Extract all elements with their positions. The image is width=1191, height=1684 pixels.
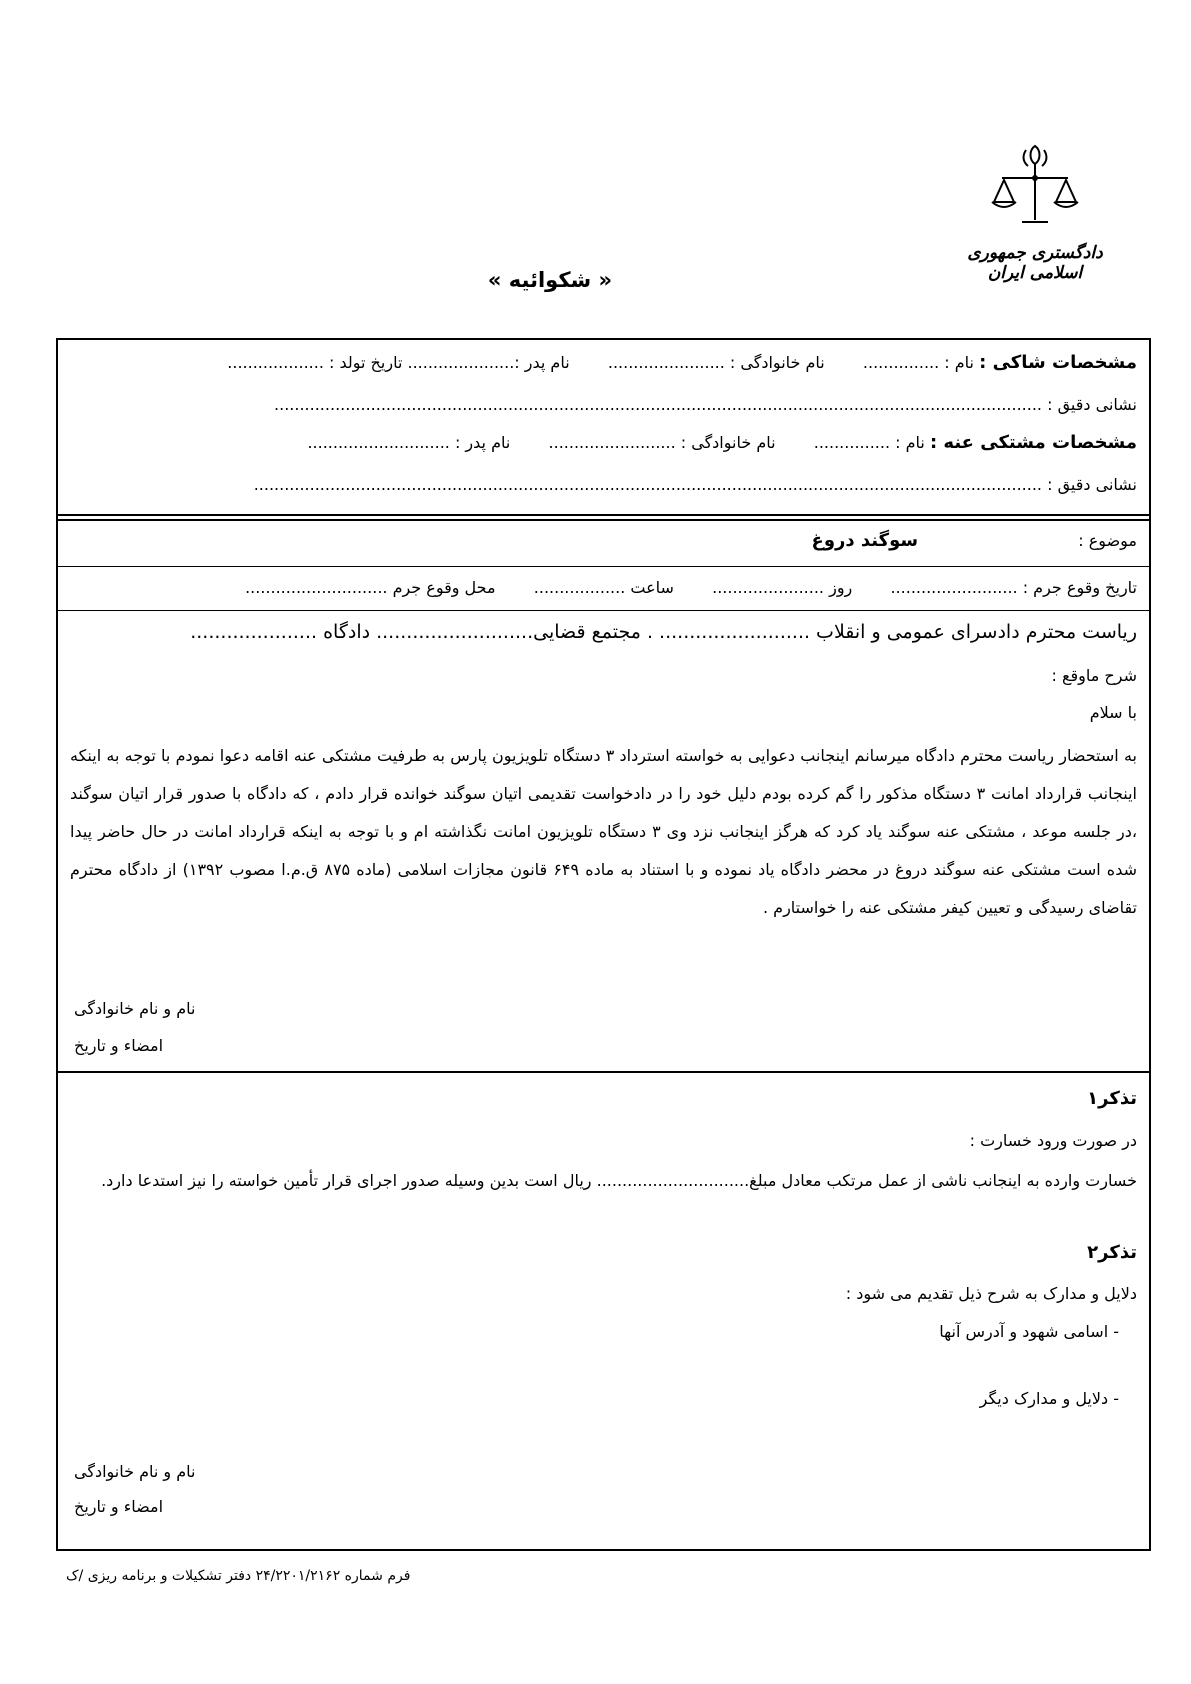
divider xyxy=(58,1071,1149,1073)
note2-title: تذکر۲ xyxy=(1087,1242,1137,1263)
judiciary-emblem xyxy=(960,140,1130,290)
description-text: به استحضار ریاست محترم دادگاه میرسانم اینجانب دعوایی به خواسته استرداد ۳ دستگاه تلویزیون پارس به طرفیت مشتکی عنه اقامه دعوا نمودم با توجه به اینکه اینجانب قرارداد امانت ۳ دستگاه مذکور را گم کرده بودم دلیل خود را در دادخواست تقدیمی اتیان سوگند خوانده قرار دادم ، که دادگاه با صدور قرار اتیان سوگند ،در جلسه موعد ، مشتکی عنه سوگند یاد کرد که هرگز اینجانب نزد وی ۳ دستگاه تلویزیون امانت نگذاشته ام و با توجه به اینکه قرارداد امانت در حال حاضر پیدا شده است مشتکی عنه سوگند دروغ در محضر دادگاه یاد نموده و با استناد به ماده ۶۴۹ قانون مجازات اسلامی (ماده ۸۷۵ ق.م.ا مصوب ۱۳۹۲) از دادگاه محترم تقاضای رسیدگی و تعیین کیفر مشتکی عنه را خواستارم . xyxy=(70,746,1137,917)
description-section xyxy=(58,611,1149,1071)
form-number-footer: فرم شماره ۲۴/۲۲۰۱/۲۱۶۲ دفتر تشکیلات و برنامه ریزی /ک xyxy=(66,1568,411,1584)
evidence-item-other: - دلایل و مدارک دیگر xyxy=(979,1389,1119,1408)
signature-date-label: امضاء و تاریخ xyxy=(74,1497,164,1516)
signature-name-label: نام و نام خانوادگی xyxy=(74,999,196,1018)
complainant-row xyxy=(70,352,1137,373)
complainant-heading: مشخصات شاکی : xyxy=(979,352,1137,373)
note1-title: تذکر۱ xyxy=(1087,1088,1137,1109)
complainant-father-field[interactable]: نام پدر :..................... xyxy=(407,353,570,372)
signature-name-label: نام و نام خانوادگی xyxy=(74,1462,196,1481)
crime-date-field[interactable]: تاریخ وقوع جرم : ......................... xyxy=(890,578,1137,597)
complainant-family-field[interactable]: نام خانوادگی : ....................... xyxy=(607,353,825,372)
crime-place-field[interactable]: محل وقوع جرم ............................ xyxy=(245,578,496,597)
divider xyxy=(58,514,1149,516)
defendant-father-field[interactable]: نام پدر : ............................ xyxy=(307,433,511,452)
complaint-form xyxy=(56,338,1151,1551)
note2-intro: دلایل و مدارک به شرح ذیل تقدیم می شود : xyxy=(845,1284,1137,1303)
emblem-caption: دادگستری جمهوری اسلامی ایران xyxy=(967,243,1103,283)
note1-intro: در صورت ورود خسارت : xyxy=(969,1131,1137,1150)
description-label: شرح ماوقع : xyxy=(1051,666,1137,685)
defendant-family-field[interactable]: نام خانوادگی : ......................... xyxy=(548,433,776,452)
greeting: با سلام xyxy=(1089,703,1137,722)
crime-date-section xyxy=(58,567,1149,609)
crime-day-field[interactable]: روز ...................... xyxy=(712,578,853,597)
complainant-address-field[interactable]: نشانی دقیق : ....................................................................................................................................................... xyxy=(274,395,1137,414)
complainant-name-field[interactable]: نام : ............... xyxy=(862,353,975,372)
complainant-birth-field[interactable]: تاریخ تولد : ................... xyxy=(227,353,403,372)
signature-date-label: امضاء و تاریخ xyxy=(74,1036,164,1055)
subject-value: سوگند دروغ xyxy=(811,530,919,551)
defendant-address-field[interactable]: نشانی دقیق : ........................................................................................................................................................... xyxy=(253,475,1137,494)
defendant-row xyxy=(70,432,1137,453)
scales-of-justice-icon xyxy=(990,140,1080,230)
notes-section xyxy=(58,1074,1149,1551)
addressee-line: ریاست محترم دادسرای عمومی و انقلاب ......................... . مجتمع قضایی.......................... دادگاه ..................... xyxy=(190,621,1137,643)
page-title: « شکوائیه » xyxy=(487,268,613,292)
crime-hour-field[interactable]: ساعت .................. xyxy=(533,578,674,597)
parties-section xyxy=(58,340,1149,515)
defendant-name-field[interactable]: نام : ............... xyxy=(813,433,925,452)
defendant-heading: مشخصات مشتکی عنه : xyxy=(929,432,1137,453)
evidence-item-witnesses: - اسامی شهود و آدرس آنها xyxy=(939,1322,1119,1341)
subject-label: موضوع : xyxy=(1078,531,1137,550)
subject-section xyxy=(58,520,1149,565)
note1-text: خسارت وارده به اینجانب ناشی از عمل مرتکب معادل مبلغ.............................. ریال است بدین وسیله صدور اجرای قرار تأمین خواسته را نیز استدعا دارد. xyxy=(101,1171,1137,1190)
